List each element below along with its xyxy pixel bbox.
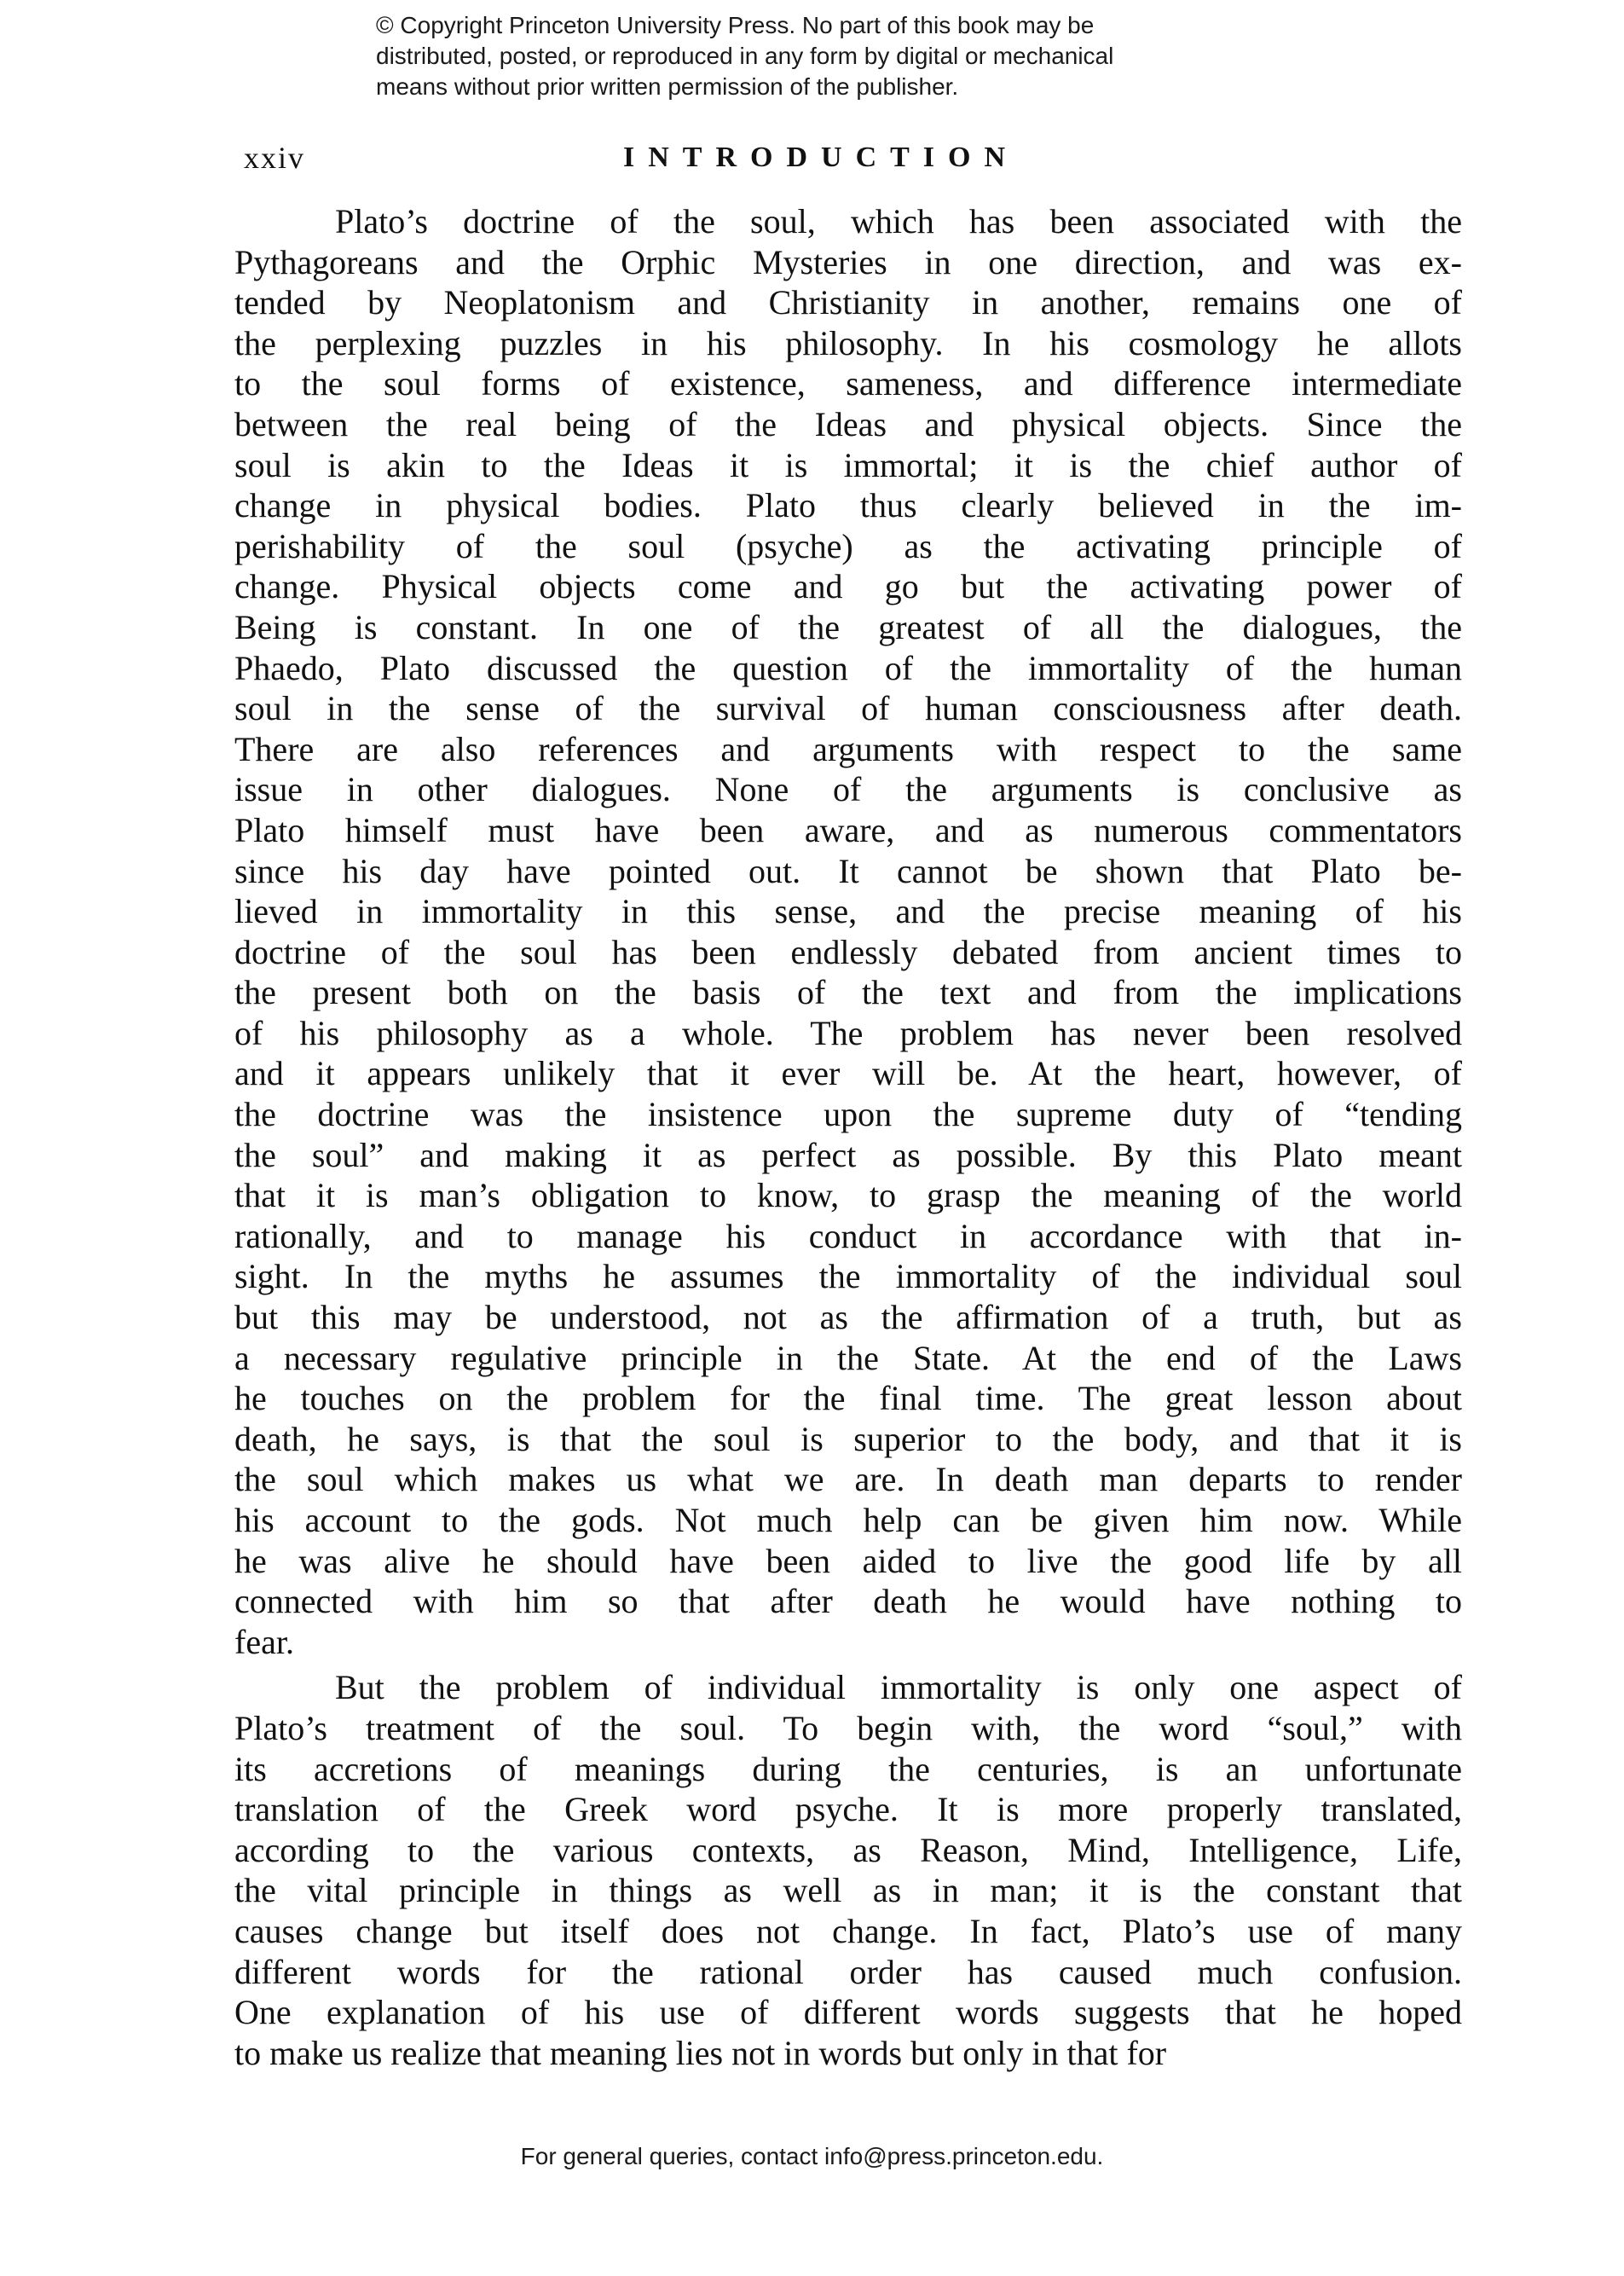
text-line: translation of the Greek word psyche. It is more properly translated,	[234, 1790, 1462, 1829]
text-line: Pythagoreans and the Orphic Mysteries in one direction, and was ex-	[234, 242, 1462, 281]
text-line: since his day have pointed out. It cannot be shown that Plato be-	[234, 851, 1462, 890]
text-line: different words for the rational order has caused much confusion.	[234, 1952, 1462, 1991]
text-line: rationally, and to manage his conduct in accordance with that in-	[234, 1216, 1462, 1255]
text-line: Plato’s doctrine of the soul, which has been associated with the	[335, 202, 1462, 240]
text-line: change in physical bodies. Plato thus clearly believed in the im-	[234, 486, 1462, 525]
copyright-line: © Copyright Princeton University Press. No part of this book may be	[376, 12, 1095, 38]
text-line: tended by Neoplatonism and Christianity in another, remains one of	[234, 283, 1462, 322]
text-line: Plato himself must have been aware, and as numerous commentators	[234, 810, 1462, 849]
text-line: the doctrine was the insistence upon the supreme duty of “tending	[234, 1095, 1462, 1134]
text-line: its accretions of meanings during the centuries, is an unfortunate	[234, 1749, 1462, 1788]
text-line: soul in the sense of the survival of human consciousness after death.	[234, 689, 1462, 728]
text-line: that it is man’s obligation to know, to grasp the meaning of the world	[234, 1176, 1462, 1215]
text-line: There are also references and arguments with respect to the same	[234, 729, 1462, 768]
text-line: his account to the gods. Not much help can be given him now. While	[234, 1501, 1462, 1539]
text-line: One explanation of his use of different words suggests that he hoped	[234, 1993, 1462, 2032]
text-line: between the real being of the Ideas and physical objects. Since the	[234, 404, 1462, 443]
text-line: he touches on the problem for the final time. The great lesson about	[234, 1379, 1462, 1418]
text-line: death, he says, is that the soul is superior to the body, and that it is	[234, 1419, 1462, 1458]
text-line: to make us realize that meaning lies not in words but only in that for	[234, 2033, 1167, 2072]
text-line: the vital principle in things as well as in man; it is the constant that	[234, 1871, 1462, 1910]
footer-contact: For general queries, contact info@press.princeton.edu.	[520, 2143, 1104, 2169]
text-line: the soul which makes us what we are. In death man departs to render	[234, 1460, 1462, 1499]
text-line: but this may be understood, not as the affirmation of a truth, but as	[234, 1298, 1462, 1337]
text-line: of his philosophy as a whole. The problem has never been resolved	[234, 1013, 1462, 1052]
text-line: fear.	[234, 1622, 294, 1661]
text-line: he was alive he should have been aided to live the good life by all	[234, 1541, 1462, 1580]
copyright-line: distributed, posted, or reproduced in any form by digital or mechanical	[376, 43, 1114, 69]
running-head	[244, 136, 1466, 179]
chapter-title: INTRODUCTION	[623, 142, 1020, 173]
copyright-notice	[376, 10, 1228, 102]
paragraph	[234, 1667, 1462, 2073]
text-line: issue in other dialogues. None of the arguments is conclusive as	[234, 770, 1462, 809]
text-line: Phaedo, Plato discussed the question of the immortality of the human	[234, 648, 1462, 687]
text-line: a necessary regulative principle in the State. At the end of the Laws	[234, 1338, 1462, 1377]
text-line: sight. In the myths he assumes the immortality of the individual soul	[234, 1257, 1462, 1296]
text-line: doctrine of the soul has been endlessly debated from ancient times to	[234, 932, 1462, 971]
text-line: Plato’s treatment of the soul. To begin with, the word “soul,” with	[234, 1708, 1462, 1747]
text-line: according to the various contexts, as Reason, Mind, Intelligence, Life,	[234, 1830, 1462, 1869]
body-text	[234, 201, 1462, 2078]
text-line: connected with him so that after death he would have nothing to	[234, 1582, 1462, 1621]
text-line: change. Physical objects come and go but the activating power of	[234, 567, 1462, 606]
text-line: But the problem of individual immortality is only one aspect of	[335, 1668, 1462, 1707]
text-line: to the soul forms of existence, sameness, and difference intermediate	[234, 364, 1462, 403]
text-line: the present both on the basis of the text and from the implications	[234, 973, 1462, 1012]
page-number: xxiv	[244, 141, 306, 175]
text-line: the soul” and making it as perfect as possible. By this Plato meant	[234, 1135, 1462, 1174]
paragraph	[234, 201, 1462, 1662]
text-line: perishability of the soul (psyche) as the activating principle of	[234, 526, 1462, 565]
text-line: the perplexing puzzles in his philosophy. In his cosmology he allots	[234, 323, 1462, 362]
text-line: and it appears unlikely that it ever will be. At the heart, however, of	[234, 1054, 1462, 1093]
text-line: causes change but itself does not change. In fact, Plato’s use of many	[234, 1911, 1462, 1950]
text-line: lieved in immortality in this sense, and the precise meaning of his	[234, 892, 1462, 931]
text-line: Being is constant. In one of the greatest of all the dialogues, the	[234, 607, 1462, 646]
copyright-line: means without prior written permission of the publisher.	[376, 73, 959, 100]
text-line: soul is akin to the Ideas it is immortal; it is the chief author of	[234, 445, 1462, 484]
